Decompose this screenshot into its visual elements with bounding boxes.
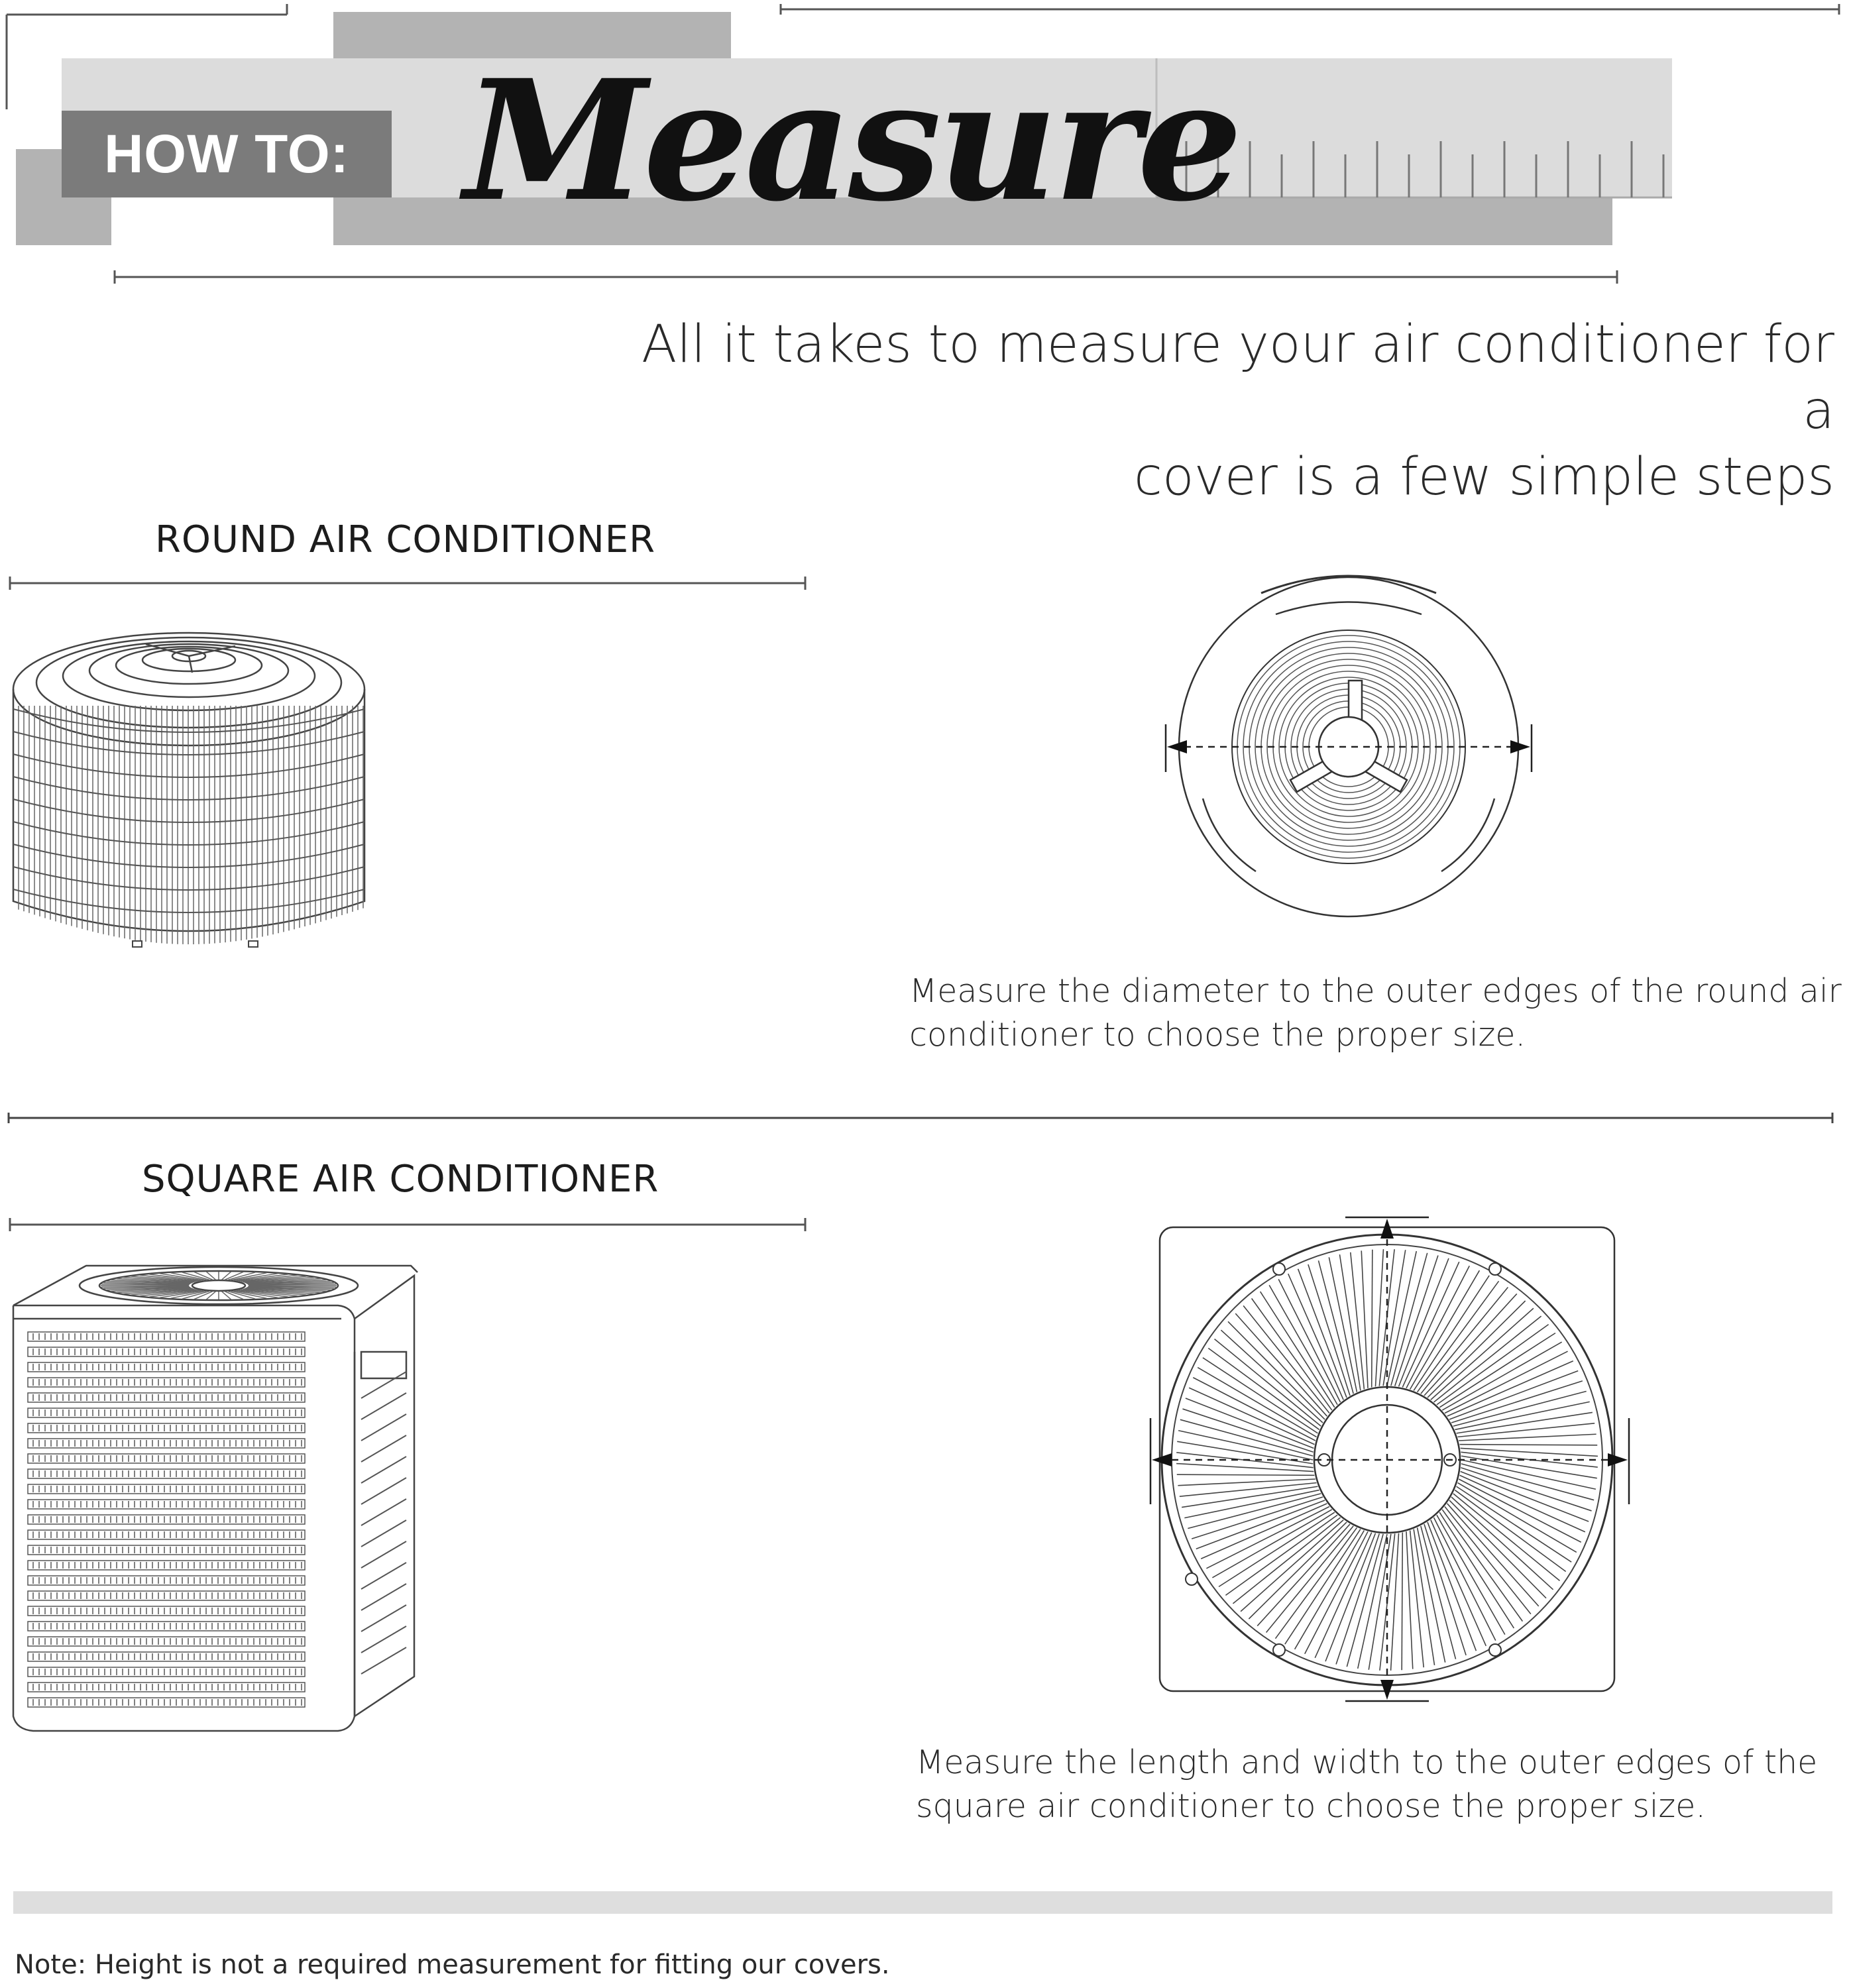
round-caption-line-1: Measure the diameter to the outer edges of the round air [909,972,1842,1010]
how-to-label: HOW TO: [62,111,392,197]
round-section-title: ROUND AIR CONDITIONER [155,518,656,561]
square-top-view-diagram [1147,1209,1650,1713]
round-air-conditioner-illustration [7,616,378,961]
round-title-divider [7,573,815,593]
intro-line-1: All it takes to measure your air conditioner for a [641,315,1834,441]
page-title: Measure [464,43,1239,238]
square-section-title: SQUARE AIR CONDITIONER [142,1158,659,1201]
square-caption [916,1741,1817,1828]
intro-text [596,311,1834,510]
square-air-conditioner-illustration [7,1252,431,1743]
round-caption [909,969,1842,1057]
footer-note: Note: Height is not a required measurement for fitting our covers. [15,1950,890,1980]
round-top-view-diagram [1163,560,1534,931]
footer-bar [13,1891,1832,1914]
square-caption-line-1: Measure the length and width to the outer edges of the [916,1743,1818,1781]
square-title-divider [7,1215,815,1235]
intro-line-2: cover is a few simple steps [1134,447,1834,507]
square-caption-line-2: square air conditioner to choose the proper size. [916,1787,1706,1825]
round-caption-line-2: conditioner to choose the proper size. [909,1016,1526,1054]
section-divider [3,1108,1846,1128]
